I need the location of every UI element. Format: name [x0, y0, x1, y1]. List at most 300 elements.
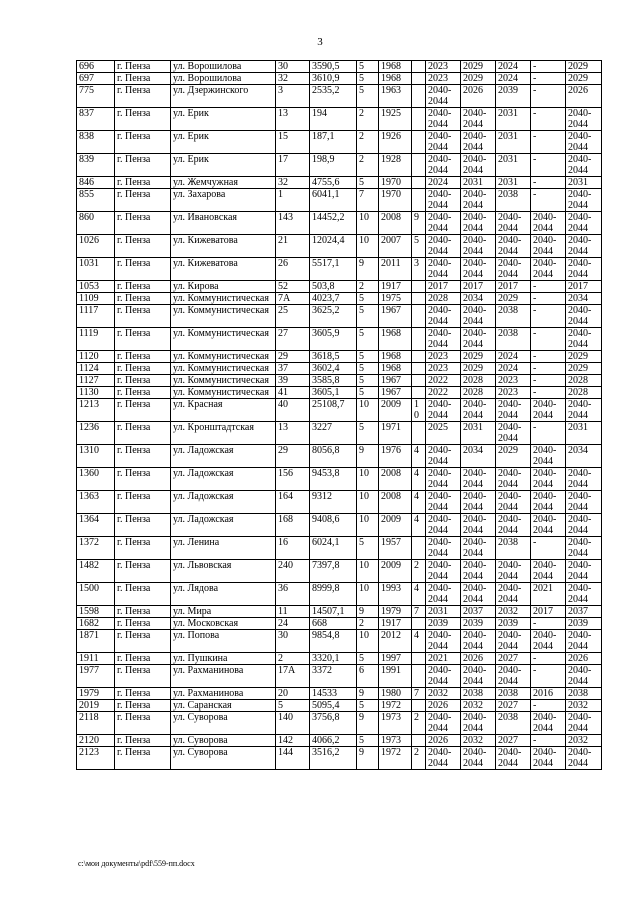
cell-city: г. Пенза — [115, 514, 171, 537]
cell-year-roof: 2040- 2044 — [426, 665, 461, 688]
cell-house-number: 17 — [276, 154, 310, 177]
cell-floors: 2 — [357, 131, 379, 154]
table-row — [77, 606, 602, 618]
cell-year-overall: 2040- 2044 — [566, 665, 602, 688]
table-row — [77, 73, 602, 85]
cell-year-elevator: - — [531, 328, 566, 351]
cell-street: ул. Суворова — [171, 712, 276, 735]
table-row — [77, 235, 602, 258]
cell-year-elevator: - — [531, 73, 566, 85]
cell-row-number: 1598 — [77, 606, 115, 618]
cell-city: г. Пенза — [115, 189, 171, 212]
cell-year-roof: 2040- 2044 — [426, 328, 461, 351]
cell-city: г. Пенза — [115, 735, 171, 747]
cell-year-overall: 2028 — [566, 387, 602, 399]
cell-area: 3618,5 — [310, 351, 357, 363]
cell-street: ул. Коммунистическая — [171, 387, 276, 399]
cell-year-facade: 2029 — [461, 73, 496, 85]
cell-year-roof: 2023 — [426, 61, 461, 73]
page-number: 3 — [317, 36, 323, 48]
cell-city: г. Пенза — [115, 351, 171, 363]
cell-year-elevator: 2040- 2044 — [531, 712, 566, 735]
cell-floors: 10 — [357, 583, 379, 606]
cell-floors: 5 — [357, 61, 379, 73]
cell-area: 3590,5 — [310, 61, 357, 73]
cell-city: г. Пенза — [115, 375, 171, 387]
cell-year-elevator: - — [531, 61, 566, 73]
cell-year-elevator: 2040- 2044 — [531, 468, 566, 491]
table-row — [77, 583, 602, 606]
cell-year-engineering: 2040- 2044 — [496, 583, 531, 606]
cell-house-number: 7А — [276, 293, 310, 305]
cell-elevators — [412, 305, 426, 328]
cell-area: 5095,4 — [310, 700, 357, 712]
cell-city: г. Пенза — [115, 154, 171, 177]
cell-year-facade: 2040- 2044 — [461, 665, 496, 688]
cell-row-number: 2118 — [77, 712, 115, 735]
cell-year-facade: 2029 — [461, 61, 496, 73]
cell-house-number: 40 — [276, 399, 310, 422]
cell-floors: 10 — [357, 212, 379, 235]
cell-row-number: 1500 — [77, 583, 115, 606]
cell-area: 3320,1 — [310, 653, 357, 665]
cell-year-engineering: 2038 — [496, 328, 531, 351]
cell-street: ул. Ладожская — [171, 445, 276, 468]
cell-year-roof: 2040- 2044 — [426, 85, 461, 108]
cell-year-facade: 2029 — [461, 351, 496, 363]
cell-year-overall: 2029 — [566, 351, 602, 363]
cell-street: ул. Рахманинова — [171, 665, 276, 688]
cell-year-elevator: - — [531, 735, 566, 747]
cell-year-roof: 2017 — [426, 281, 461, 293]
cell-year-roof: 2040- 2044 — [426, 537, 461, 560]
cell-elevators — [412, 73, 426, 85]
cell-year-engineering: 2027 — [496, 735, 531, 747]
cell-house-number: 30 — [276, 61, 310, 73]
cell-elevators: 4 — [412, 514, 426, 537]
cell-street: ул. Коммунистическая — [171, 305, 276, 328]
cell-year-roof: 2040- 2044 — [426, 560, 461, 583]
cell-floors: 5 — [357, 73, 379, 85]
cell-year-elevator: 2040- 2044 — [531, 491, 566, 514]
cell-floors: 5 — [357, 305, 379, 328]
table-row — [77, 281, 602, 293]
cell-elevators: 1 0 — [412, 399, 426, 422]
cell-city: г. Пенза — [115, 235, 171, 258]
cell-street: ул. Львовская — [171, 560, 276, 583]
cell-house-number: 36 — [276, 583, 310, 606]
cell-elevators — [412, 735, 426, 747]
cell-year-engineering: 2040- 2044 — [496, 399, 531, 422]
cell-house-number: 5 — [276, 700, 310, 712]
cell-year-engineering: 2024 — [496, 351, 531, 363]
cell-year-facade: 2034 — [461, 293, 496, 305]
cell-year-engineering: 2031 — [496, 177, 531, 189]
cell-elevators — [412, 108, 426, 131]
cell-floors: 2 — [357, 281, 379, 293]
cell-elevators: 4 — [412, 445, 426, 468]
cell-row-number: 1360 — [77, 468, 115, 491]
cell-street: ул. Жемчужная — [171, 177, 276, 189]
cell-row-number: 1977 — [77, 665, 115, 688]
cell-year-built: 1917 — [379, 281, 412, 293]
housing-table — [76, 60, 602, 770]
cell-year-facade: 2029 — [461, 363, 496, 375]
cell-year-engineering: 2023 — [496, 387, 531, 399]
cell-row-number: 837 — [77, 108, 115, 131]
cell-floors: 10 — [357, 630, 379, 653]
cell-year-elevator: - — [531, 665, 566, 688]
cell-year-engineering: 2039 — [496, 85, 531, 108]
table-row — [77, 537, 602, 560]
cell-year-roof: 2040- 2044 — [426, 583, 461, 606]
cell-house-number: 24 — [276, 618, 310, 630]
cell-year-elevator: 2040- 2044 — [531, 445, 566, 468]
cell-elevators: 5 — [412, 235, 426, 258]
cell-year-engineering: 2027 — [496, 700, 531, 712]
table-row — [77, 630, 602, 653]
table-row — [77, 85, 602, 108]
cell-year-built: 1997 — [379, 653, 412, 665]
cell-year-facade: 2026 — [461, 653, 496, 665]
cell-year-roof: 2026 — [426, 735, 461, 747]
cell-row-number: 2019 — [77, 700, 115, 712]
cell-elevators — [412, 154, 426, 177]
cell-year-engineering: 2029 — [496, 293, 531, 305]
cell-elevators: 2 — [412, 560, 426, 583]
cell-street: ул. Захарова — [171, 189, 276, 212]
table-row — [77, 700, 602, 712]
cell-year-facade: 2040- 2044 — [461, 747, 496, 770]
cell-floors: 9 — [357, 606, 379, 618]
cell-year-built: 1993 — [379, 583, 412, 606]
cell-year-overall: 2040- 2044 — [566, 491, 602, 514]
cell-year-overall: 2040- 2044 — [566, 747, 602, 770]
cell-year-roof: 2031 — [426, 606, 461, 618]
cell-area: 9854,8 — [310, 630, 357, 653]
cell-year-roof: 2039 — [426, 618, 461, 630]
cell-row-number: 860 — [77, 212, 115, 235]
cell-year-facade: 2040- 2044 — [461, 583, 496, 606]
cell-year-built: 1972 — [379, 747, 412, 770]
cell-year-facade: 2028 — [461, 387, 496, 399]
cell-year-roof: 2040- 2044 — [426, 491, 461, 514]
cell-year-facade: 2040- 2044 — [461, 305, 496, 328]
cell-year-elevator: - — [531, 85, 566, 108]
cell-year-facade: 2040- 2044 — [461, 399, 496, 422]
cell-elevators — [412, 375, 426, 387]
cell-year-roof: 2022 — [426, 387, 461, 399]
cell-year-elevator: - — [531, 131, 566, 154]
cell-year-elevator: - — [531, 305, 566, 328]
cell-year-elevator: - — [531, 189, 566, 212]
cell-year-facade: 2040- 2044 — [461, 108, 496, 131]
cell-year-facade: 2031 — [461, 177, 496, 189]
cell-floors: 9 — [357, 258, 379, 281]
cell-year-overall: 2028 — [566, 375, 602, 387]
table-row — [77, 618, 602, 630]
cell-house-number: 37 — [276, 363, 310, 375]
cell-floors: 9 — [357, 445, 379, 468]
cell-area: 5517,1 — [310, 258, 357, 281]
cell-area: 3625,2 — [310, 305, 357, 328]
cell-street: ул. Кронштадтская — [171, 422, 276, 445]
cell-year-engineering: 2040- 2044 — [496, 514, 531, 537]
cell-street: ул. Ворошилова — [171, 61, 276, 73]
cell-year-overall: 2040- 2044 — [566, 712, 602, 735]
cell-street: ул. Ворошилова — [171, 73, 276, 85]
table-row — [77, 735, 602, 747]
cell-row-number: 1124 — [77, 363, 115, 375]
cell-row-number: 1213 — [77, 399, 115, 422]
cell-city: г. Пенза — [115, 399, 171, 422]
cell-house-number: 26 — [276, 258, 310, 281]
cell-floors: 10 — [357, 514, 379, 537]
cell-house-number: 11 — [276, 606, 310, 618]
cell-year-overall: 2040- 2044 — [566, 399, 602, 422]
cell-year-elevator: 2040- 2044 — [531, 560, 566, 583]
cell-city: г. Пенза — [115, 293, 171, 305]
cell-year-engineering: 2040- 2044 — [496, 665, 531, 688]
cell-city: г. Пенза — [115, 491, 171, 514]
cell-elevators: 3 — [412, 258, 426, 281]
cell-house-number: 2 — [276, 653, 310, 665]
cell-year-overall: 2032 — [566, 735, 602, 747]
cell-city: г. Пенза — [115, 653, 171, 665]
cell-row-number: 1911 — [77, 653, 115, 665]
cell-year-roof: 2032 — [426, 688, 461, 700]
cell-year-built: 1928 — [379, 154, 412, 177]
cell-year-elevator: 2016 — [531, 688, 566, 700]
cell-area: 187,1 — [310, 131, 357, 154]
cell-street: ул. Ладожская — [171, 514, 276, 537]
cell-year-roof: 2040- 2044 — [426, 108, 461, 131]
cell-floors: 2 — [357, 154, 379, 177]
cell-year-built: 1957 — [379, 537, 412, 560]
cell-elevators: 7 — [412, 606, 426, 618]
cell-year-elevator: - — [531, 108, 566, 131]
cell-street: ул. Суворова — [171, 747, 276, 770]
cell-elevators — [412, 653, 426, 665]
cell-city: г. Пенза — [115, 258, 171, 281]
cell-street: ул. Коммунистическая — [171, 328, 276, 351]
cell-row-number: 1117 — [77, 305, 115, 328]
cell-floors: 5 — [357, 328, 379, 351]
cell-year-built: 1970 — [379, 189, 412, 212]
cell-year-overall: 2040- 2044 — [566, 468, 602, 491]
cell-year-built: 2008 — [379, 491, 412, 514]
cell-year-built: 1968 — [379, 61, 412, 73]
cell-city: г. Пенза — [115, 387, 171, 399]
cell-year-elevator: - — [531, 700, 566, 712]
cell-street: ул. Кирова — [171, 281, 276, 293]
cell-city: г. Пенза — [115, 700, 171, 712]
cell-floors: 10 — [357, 235, 379, 258]
cell-elevators: 2 — [412, 712, 426, 735]
cell-house-number: 32 — [276, 177, 310, 189]
cell-street: ул. Пушкина — [171, 653, 276, 665]
cell-street: ул. Коммунистическая — [171, 363, 276, 375]
cell-year-roof: 2021 — [426, 653, 461, 665]
cell-year-engineering: 2038 — [496, 189, 531, 212]
table-row — [77, 712, 602, 735]
cell-area: 8999,8 — [310, 583, 357, 606]
cell-year-built: 1967 — [379, 387, 412, 399]
cell-year-built: 1963 — [379, 85, 412, 108]
cell-floors: 5 — [357, 375, 379, 387]
table-row — [77, 422, 602, 445]
cell-year-elevator: - — [531, 375, 566, 387]
cell-year-engineering: 2024 — [496, 61, 531, 73]
cell-year-overall: 2031 — [566, 177, 602, 189]
cell-street: ул. Ленина — [171, 537, 276, 560]
cell-year-built: 1926 — [379, 131, 412, 154]
cell-year-roof: 2040- 2044 — [426, 514, 461, 537]
cell-year-built: 2008 — [379, 212, 412, 235]
cell-city: г. Пенза — [115, 630, 171, 653]
cell-city: г. Пенза — [115, 85, 171, 108]
cell-year-facade: 2040- 2044 — [461, 712, 496, 735]
cell-row-number: 1310 — [77, 445, 115, 468]
cell-area: 3516,2 — [310, 747, 357, 770]
cell-area: 3585,8 — [310, 375, 357, 387]
cell-year-overall: 2040- 2044 — [566, 108, 602, 131]
cell-city: г. Пенза — [115, 177, 171, 189]
cell-year-built: 1968 — [379, 328, 412, 351]
cell-row-number: 1979 — [77, 688, 115, 700]
cell-year-roof: 2040- 2044 — [426, 212, 461, 235]
cell-elevators — [412, 363, 426, 375]
cell-elevators — [412, 422, 426, 445]
table-row — [77, 747, 602, 770]
cell-street: ул. Суворова — [171, 735, 276, 747]
cell-street: ул. Ерик — [171, 131, 276, 154]
cell-street: ул. Дзержинского — [171, 85, 276, 108]
cell-year-built: 1968 — [379, 73, 412, 85]
cell-year-facade: 2040- 2044 — [461, 131, 496, 154]
cell-city: г. Пенза — [115, 560, 171, 583]
cell-row-number: 838 — [77, 131, 115, 154]
cell-row-number: 2123 — [77, 747, 115, 770]
table-row — [77, 189, 602, 212]
cell-year-elevator: - — [531, 281, 566, 293]
cell-street: ул. Красная — [171, 399, 276, 422]
cell-area: 3756,8 — [310, 712, 357, 735]
cell-row-number: 1026 — [77, 235, 115, 258]
cell-floors: 7 — [357, 189, 379, 212]
cell-year-built: 2008 — [379, 468, 412, 491]
cell-year-facade: 2034 — [461, 445, 496, 468]
cell-year-overall: 2040- 2044 — [566, 630, 602, 653]
cell-year-engineering: 2031 — [496, 108, 531, 131]
cell-area: 14452,2 — [310, 212, 357, 235]
cell-floors: 2 — [357, 108, 379, 131]
cell-year-overall: 2029 — [566, 73, 602, 85]
cell-city: г. Пенза — [115, 445, 171, 468]
cell-area: 4066,2 — [310, 735, 357, 747]
cell-house-number: 29 — [276, 351, 310, 363]
table-row — [77, 387, 602, 399]
cell-year-built: 2009 — [379, 514, 412, 537]
cell-year-facade: 2040- 2044 — [461, 514, 496, 537]
cell-row-number: 1119 — [77, 328, 115, 351]
cell-year-engineering: 2038 — [496, 688, 531, 700]
cell-year-built: 1973 — [379, 735, 412, 747]
cell-year-elevator: - — [531, 293, 566, 305]
cell-row-number: 1053 — [77, 281, 115, 293]
cell-floors: 10 — [357, 560, 379, 583]
cell-floors: 5 — [357, 387, 379, 399]
cell-year-elevator: 2040- 2044 — [531, 630, 566, 653]
cell-year-overall: 2040- 2044 — [566, 154, 602, 177]
cell-year-elevator: - — [531, 537, 566, 560]
cell-city: г. Пенза — [115, 281, 171, 293]
cell-area: 12024,4 — [310, 235, 357, 258]
cell-year-overall: 2040- 2044 — [566, 305, 602, 328]
cell-house-number: 164 — [276, 491, 310, 514]
cell-city: г. Пенза — [115, 583, 171, 606]
cell-floors: 5 — [357, 537, 379, 560]
cell-house-number: 16 — [276, 537, 310, 560]
table-row — [77, 212, 602, 235]
table-row — [77, 491, 602, 514]
cell-floors: 5 — [357, 363, 379, 375]
cell-year-roof: 2040- 2044 — [426, 468, 461, 491]
cell-row-number: 1127 — [77, 375, 115, 387]
cell-year-built: 1980 — [379, 688, 412, 700]
cell-city: г. Пенза — [115, 712, 171, 735]
cell-year-elevator: 2017 — [531, 606, 566, 618]
cell-year-built: 1975 — [379, 293, 412, 305]
table-row — [77, 328, 602, 351]
cell-street: ул. Ладожская — [171, 491, 276, 514]
file-path-footer: c:\мои документы\pdf\559-пп.docx — [78, 859, 195, 868]
cell-year-elevator: - — [531, 618, 566, 630]
cell-row-number: 846 — [77, 177, 115, 189]
cell-year-elevator: 2040- 2044 — [531, 747, 566, 770]
cell-house-number: 140 — [276, 712, 310, 735]
cell-year-overall: 2039 — [566, 618, 602, 630]
cell-area: 3227 — [310, 422, 357, 445]
cell-year-engineering: 2040- 2044 — [496, 235, 531, 258]
cell-city: г. Пенза — [115, 688, 171, 700]
cell-area: 9408,6 — [310, 514, 357, 537]
cell-year-overall: 2026 — [566, 85, 602, 108]
cell-year-built: 1967 — [379, 305, 412, 328]
cell-street: ул. Лядова — [171, 583, 276, 606]
cell-year-elevator: 2040- 2044 — [531, 258, 566, 281]
cell-year-engineering: 2027 — [496, 653, 531, 665]
cell-year-overall: 2040- 2044 — [566, 514, 602, 537]
cell-year-elevator: - — [531, 363, 566, 375]
cell-year-built: 1972 — [379, 700, 412, 712]
cell-year-engineering: 2017 — [496, 281, 531, 293]
cell-elevators — [412, 177, 426, 189]
cell-year-roof: 2040- 2044 — [426, 630, 461, 653]
cell-row-number: 1363 — [77, 491, 115, 514]
table-row — [77, 514, 602, 537]
cell-area: 9453,8 — [310, 468, 357, 491]
cell-street: ул. Ерик — [171, 108, 276, 131]
cell-row-number: 1120 — [77, 351, 115, 363]
cell-area: 25108,7 — [310, 399, 357, 422]
cell-year-overall: 2040- 2044 — [566, 235, 602, 258]
cell-year-built: 1925 — [379, 108, 412, 131]
cell-year-facade: 2038 — [461, 688, 496, 700]
cell-house-number: 1 — [276, 189, 310, 212]
cell-elevators: 2 — [412, 747, 426, 770]
cell-house-number: 142 — [276, 735, 310, 747]
